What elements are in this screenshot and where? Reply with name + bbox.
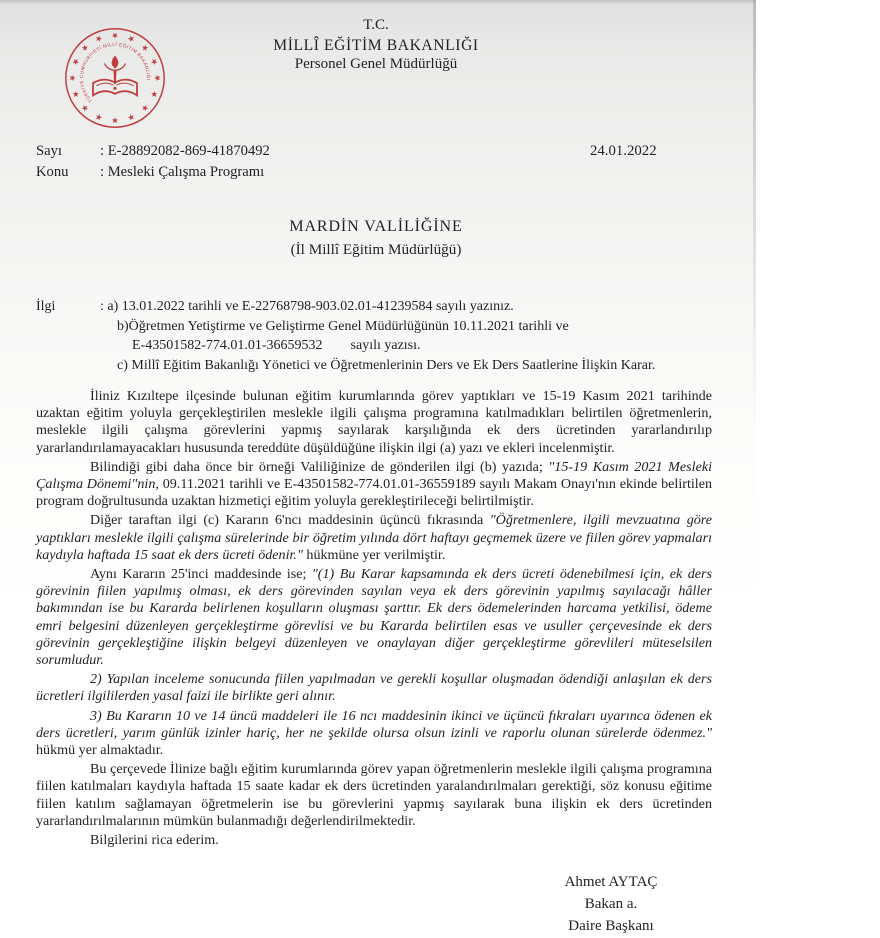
paragraph: İliniz Kızıltepe ilçesinde bulunan eğitim kurumlarında görev yaptıkları ve 15-19 Kasım 2021 tarihinde uzaktan eğitim yoluyla gerçekleştirilen meslekle ilgili çalışma programına katılmadıkları belirtilen öğretmenlerin, meslekle ilgili çalışma görevlerini yapmış sayılarak karşılığında ek ders ücretinden yararlandırılıp yararlandırılamayacakları hususunda tereddüte düşüldüğüne ilişkin ilgi (a) yazı ve ekleri incelenmiştir. bbox=[36, 388, 712, 456]
sayi-value: : E-28892082-869-41870492 bbox=[100, 143, 270, 159]
emblem-star-icon bbox=[96, 114, 102, 120]
sayi-row bbox=[36, 143, 270, 160]
emblem-ring-text: TÜRKİYE CUMHURİYETİ MİLLÎ EĞİTİM BAKANLIĞI bbox=[78, 41, 152, 104]
recipient-block bbox=[0, 216, 752, 261]
reference-item: : a) 13.01.2022 tarihli ve E-22768798-903.02.01-41239584 sayılı yazınız. bbox=[100, 299, 514, 314]
emblem-star-icon bbox=[73, 91, 79, 97]
recipient-title: MARDİN VALİLİĞİNE bbox=[289, 218, 463, 235]
letterhead-tc: T.C. bbox=[363, 17, 389, 33]
signature-block bbox=[531, 872, 691, 937]
konu-label: Konu bbox=[36, 164, 69, 180]
emblem-star-icon bbox=[142, 105, 148, 111]
reference-item: b)Öğretmen Yetiştirme ve Geliştirme Genel Müdürlüğünün 10.11.2021 tarihli ve bbox=[117, 318, 569, 334]
emblem-star-icon bbox=[128, 114, 134, 120]
references-label: İlgi bbox=[36, 299, 56, 314]
reference-lines bbox=[36, 297, 714, 375]
emblem-star-icon bbox=[112, 117, 118, 123]
reference-item: c) Millî Eğitim Bakanlığı Yönetici ve Öğretmenlerinin Ders ve Ek Ders Saatlerine İlişkin Karar. bbox=[117, 357, 656, 373]
references-block bbox=[36, 297, 714, 375]
emblem-star-icon bbox=[151, 91, 157, 97]
paragraph: Bilindiği gibi daha önce bir örneği Valiliğinize de gönderilen ilgi (b) yazıda; "15-19 Kasım 2021 Mesleki Çalışma Dönemi"nin, 09.11.2021 tarihli ve E-43501582-774.01.01-36559189 sayılı Makam Onayı'nın ekinde belirtilen program doğrultusunda uzaktan hizmetiçi eğitim yoluyla gerekleştirileceği belirtilmiştir. bbox=[36, 458, 713, 510]
signature-title-1: Bakan a. bbox=[584, 895, 638, 912]
sayi-label: Sayı bbox=[36, 143, 62, 159]
paragraph: Aynı Kararın 25'inci maddesinde ise; "(1) Bu Karar kapsamında ek ders ücreti ödenebilmesi için, ek ders görevinin fiilen yapılmış olması, ek ders görevinden sayılan veya ek ders görevinin yapılmış sayılacağı hâller bakımından ise bu Kararda belirlenen koşulların oluşması şarttır. Ek ders ödemelerinden harcama yetkilisi, ödeme emri belgesini düzenleyen gerçekleştirme görevlisi ve bu Kararda belirtilen esas ve usuller çerçevesinde ek ders görevinin gerçekleştiğine ilişkin belgeyi düzenleyen ve onaylayan diğer gerçekleştirme görevlileri müteselsilen sorumludur. bbox=[36, 566, 712, 669]
signature-title-2: Daire Başkanı bbox=[568, 917, 654, 934]
signature-name: Ahmet AYTAÇ bbox=[564, 874, 658, 890]
document-date: 24.01.2022 bbox=[590, 143, 657, 159]
closing-line: Bilgilerini rica ederim. bbox=[90, 832, 219, 849]
letterhead-department: Personel Genel Müdürlüğü bbox=[294, 56, 458, 72]
letterhead bbox=[0, 16, 752, 75]
reference-item: E-43501582-774.01.01-36659532 sayılı yazısı. bbox=[132, 338, 421, 354]
paragraph: Diğer taraftan ilgi (c) Kararın 6'ncı maddesinin üçüncü fıkrasında "Öğretmenlere, ilgili mevzuatına göre yaptıkları meslekle ilgili çalışma sürelerinde bir öğretim yılında dört haftayı geçmemek üzere ve fiilen görev yapmaları kaydıyla haftada 15 saat ek ders ücreti ödenir." hükmüne yer verilmiştir. bbox=[36, 512, 713, 563]
letterhead-ministry: MİLLÎ EĞİTİM BAKANLIĞI bbox=[273, 36, 479, 54]
paragraph: Bu çerçevede İlinize bağlı eğitim kurumlarında görev yapan öğretmenlerin meslekle ilgili çalışma programına fiilen katılmaları kaydıyla haftada 15 saate kadar ek ders ücretinden yaralandırılmaları gerektiği, söz konusu eğitime fiilen katılım sağlamayan öğretmelerin ise bu görevlerini yapmış sayılarak buna ilişkin ek ders ücretinden yararlandırılmalarının mümkün bulanmadığı değerlendirilmektedir. bbox=[36, 761, 712, 829]
konu-row bbox=[36, 164, 264, 181]
body-paragraphs bbox=[36, 388, 712, 851]
recipient-subtitle: (İl Millî Eğitim Müdürlüğü) bbox=[290, 240, 462, 258]
emblem-star-icon bbox=[70, 75, 76, 81]
konu-value: : Mesleki Çalışma Programı bbox=[100, 164, 265, 180]
paragraph: 3) Bu Kararın 10 ve 14 üncü maddeleri ile 16 ncı maddesinin ikinci ve üçüncü fıkraları uyarınca ödenen ek ders ücretleri, yarım günlük izinler hariç, her ne şekilde olursa olsun izinli ve raporlu olunan sürelerde ödenmez." hükmü yer almaktadır. bbox=[36, 707, 712, 759]
emblem-star-icon bbox=[82, 105, 88, 111]
emblem-star-icon bbox=[154, 75, 160, 81]
paragraph: 2) Yapılan inceleme sonucunda fiilen yapılmadan ve gerekli koşullar oluşmadan ödendiği anlaşılan ek ders ücretleri ilgililerden yasal faizi ile birlikte geri alınır. bbox=[36, 671, 712, 705]
